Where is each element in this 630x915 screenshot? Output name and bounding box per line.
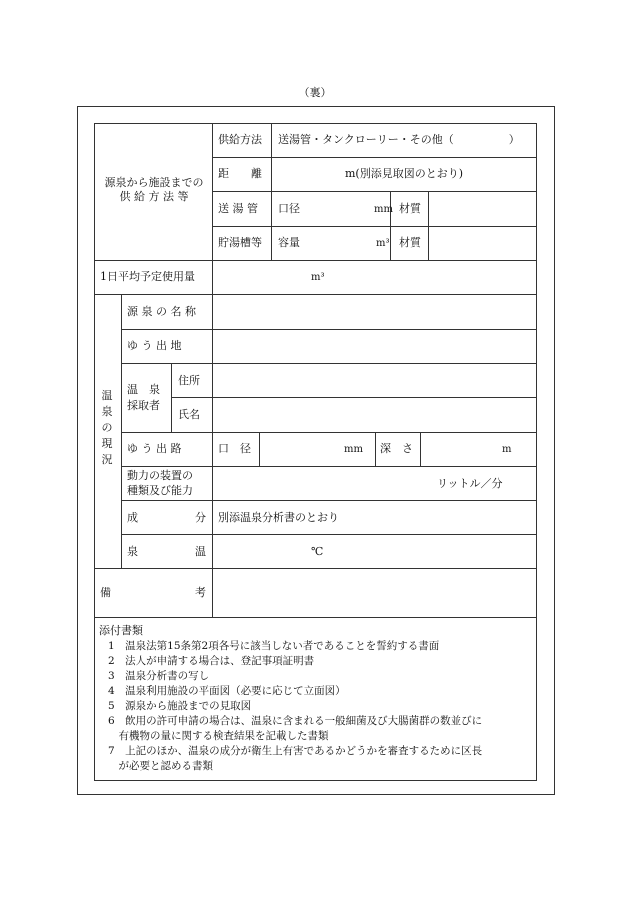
supply-method-value[interactable]: 送湯管・タンクローリー・その他（ ） — [278, 133, 520, 146]
power-label: 動力の装置の 種類及び能力 — [127, 469, 193, 497]
attachment-item: 7 上記のほか、温泉の成分が衛生上有害であるかどうかを審査するために区長 — [108, 745, 483, 757]
depth-label: 深 さ — [380, 442, 413, 455]
temperature-unit[interactable]: ℃ — [311, 545, 324, 558]
tank-capacity-unit[interactable]: m³ — [376, 238, 390, 249]
tank-label: 貯湯槽等 — [218, 236, 262, 249]
components-value[interactable]: 別添温泉分析書のとおり — [218, 511, 339, 524]
collector-name-label: 氏名 — [178, 408, 200, 421]
tank-capacity-label: 容量 — [278, 236, 300, 249]
attachment-item: 1 温泉法第15条第2項各号に該当しない者であることを誓約する書面 — [108, 640, 440, 652]
outlet-diameter-unit[interactable]: mm — [344, 444, 363, 455]
depth-unit[interactable]: m — [502, 444, 512, 455]
outlet-label: ゆ う 出 路 — [127, 442, 182, 455]
distance-value[interactable]: m(別添見取図のとおり) — [345, 167, 464, 180]
components-label: 成 分 — [127, 511, 206, 524]
remarks-field[interactable] — [213, 569, 536, 617]
distance-label: 距 離 — [218, 167, 262, 180]
attachment-item: 4 温泉利用施設の平面図（必要に応じて立面図） — [108, 685, 346, 697]
daily-usage-unit[interactable]: m³ — [311, 272, 325, 283]
tank-material-label: 材質 — [399, 236, 421, 249]
collector-address-label: 住所 — [178, 374, 200, 387]
temperature-label: 泉 温 — [127, 545, 206, 558]
pipe-material-label: 材質 — [399, 202, 421, 215]
power-unit[interactable]: リットル／分 — [437, 477, 503, 490]
supply-method-label: 供給方法 — [218, 133, 262, 146]
source-name-label: 源 泉 の 名 称 — [127, 305, 196, 318]
attachment-item: 6 飲用の許可申請の場合は、温泉に含まれる一般細菌及び大腸菌群の数並びに — [108, 715, 483, 727]
pipe-label: 送 湯 管 — [218, 202, 258, 215]
pipe-diameter-unit[interactable]: mm — [374, 204, 393, 215]
attachment-item: 2 法人が申請する場合は、登記事項証明書 — [108, 655, 315, 667]
supply-group-label: 源泉から施設までの 供 給 方 法 等 — [104, 176, 204, 203]
attachment-item: 5 源泉から施設までの見取図 — [108, 700, 252, 712]
collector-label: 温 泉 採取者 — [127, 383, 160, 412]
pipe-diameter-label: 口径 — [278, 202, 300, 215]
outlet-diameter-label: 口 径 — [218, 442, 251, 455]
location-label: ゆ う 出 地 — [127, 339, 182, 352]
attachment-item: が必要と認める書類 — [108, 760, 213, 772]
hot-spring-group-label: 温泉の現況 — [101, 389, 113, 466]
daily-usage-label: 1日平均予定使用量 — [100, 270, 195, 283]
remarks-label: 備 考 — [100, 586, 206, 599]
page-title: （裏） — [298, 86, 332, 99]
attachments-title: 添付書類 — [99, 624, 143, 637]
attachment-item: 3 温泉分析書の写し — [108, 670, 210, 682]
attachment-item: 有機物の量に関する検査結果を記載した書類 — [108, 730, 329, 742]
